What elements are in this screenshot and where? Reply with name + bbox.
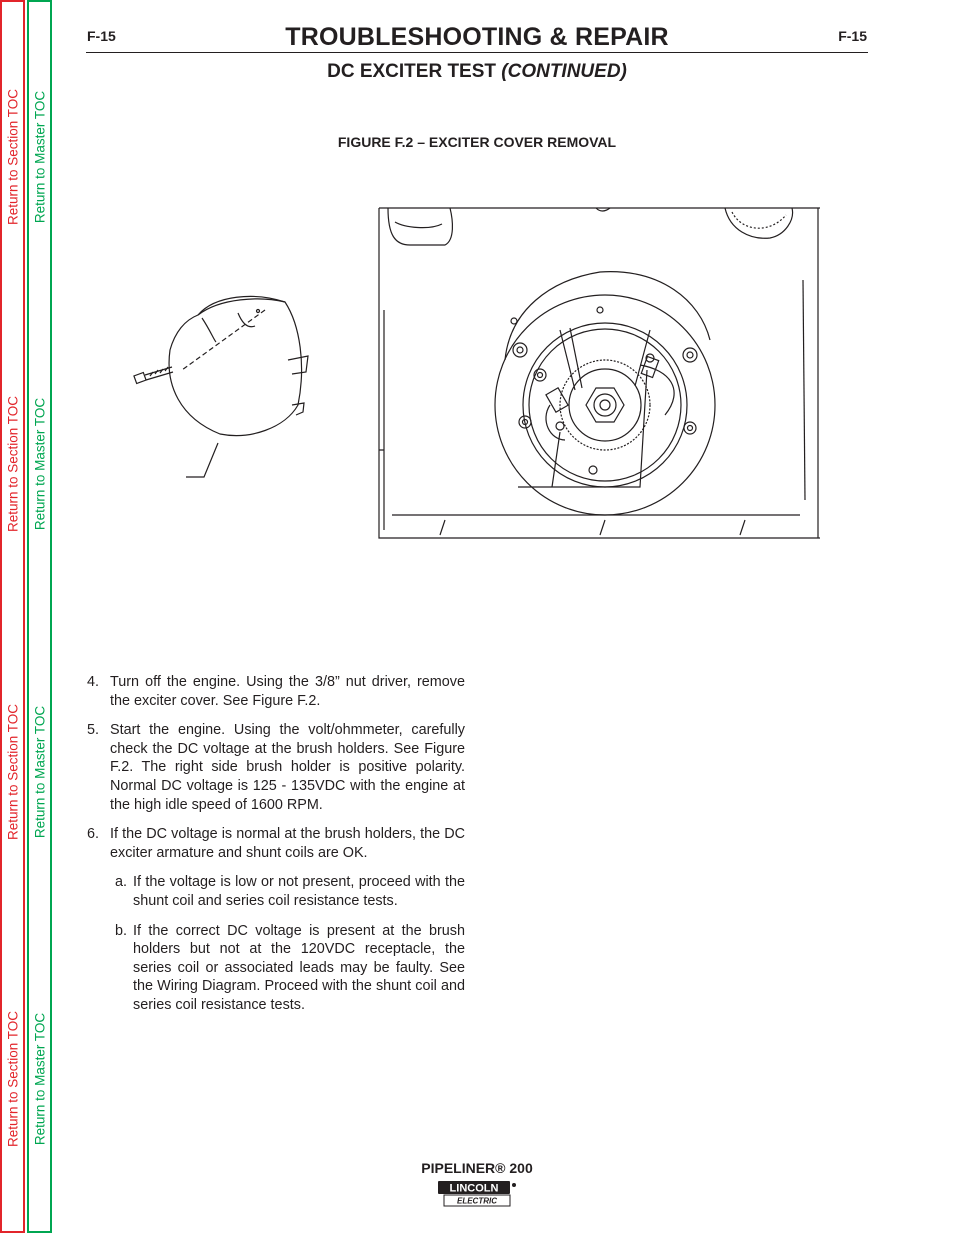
- page-number-right: F-15: [838, 28, 867, 44]
- master-toc-link[interactable]: Return to Master TOC: [32, 397, 47, 531]
- exciter-assembly-illustration: [495, 272, 715, 515]
- substep-b: [87, 922, 465, 1015]
- master-toc-bar: [27, 0, 52, 1233]
- exciter-cover-illustration: [169, 296, 308, 435]
- step-6: [87, 825, 465, 862]
- procedure-steps: [87, 673, 465, 1026]
- substep-letter: a.: [115, 874, 128, 891]
- header-rule: [86, 52, 868, 53]
- subtitle-continued: (CONTINUED): [501, 61, 627, 82]
- section-toc-link[interactable]: Return to Section TOC: [5, 1010, 20, 1148]
- logo-lincoln-text: LINCOLN: [449, 1182, 499, 1195]
- substep-text: If the correct DC voltage is present at the brush holders but not at the 120VDC receptacle, the series coil or associated leads may be faulty. See the Wiring Diagram. Proceed with the shunt coil and series coil resistance tests.: [133, 922, 465, 1013]
- step-4: [87, 673, 465, 710]
- cover-bolt-illustration: [134, 367, 173, 383]
- lincoln-electric-logo: [437, 1179, 517, 1209]
- step-5: [87, 721, 465, 814]
- step-text: If the DC voltage is normal at the brush holders, the DC exciter armature and shunt coils are OK.: [110, 826, 465, 861]
- step-text: Start the engine. Using the volt/ohmmeter, carefully check the DC voltage at the brush holders. See Figure F.2. The right side brush holder is positive polarity. Normal DC voltage is 125 - 135VDC with the engine at the high idle speed of 1600 RPM.: [110, 722, 465, 813]
- machine-frame-illustration: [379, 208, 820, 538]
- figure-caption: FIGURE F.2 – EXCITER COVER REMOVAL: [337, 134, 617, 150]
- section-toc-link[interactable]: Return to Section TOC: [5, 88, 20, 226]
- footer-model-name: PIPELINER® 200: [421, 1160, 533, 1176]
- logo-electric-text: ELECTRIC: [457, 1196, 497, 1206]
- step-number: 6.: [87, 826, 100, 843]
- master-toc-link[interactable]: Return to Master TOC: [32, 90, 47, 224]
- step-number: 4.: [87, 674, 100, 690]
- subtitle-main: DC EXCITER TEST: [327, 61, 502, 82]
- substep-text: If the voltage is low or not present, proceed with the shunt coil and series coil resistance tests.: [133, 874, 465, 909]
- section-toc-link[interactable]: Return to Section TOC: [5, 703, 20, 841]
- substep-a: [87, 873, 465, 910]
- master-toc-link[interactable]: Return to Master TOC: [32, 705, 47, 839]
- step-text: Turn off the engine. Using the 3/8” nut driver, remove the exciter cover. See Figure F.2.: [110, 674, 465, 709]
- page-number-left: F-15: [87, 28, 116, 44]
- section-subtitle: [0, 61, 954, 83]
- master-toc-link[interactable]: Return to Master TOC: [32, 1012, 47, 1146]
- step-number: 5.: [87, 722, 100, 739]
- section-toc-bar: [0, 0, 25, 1233]
- substep-letter: b.: [115, 922, 128, 939]
- exciter-cover-figure: [120, 200, 825, 545]
- section-toc-link[interactable]: Return to Section TOC: [5, 395, 20, 533]
- page-title: TROUBLESHOOTING & REPAIR: [285, 23, 669, 51]
